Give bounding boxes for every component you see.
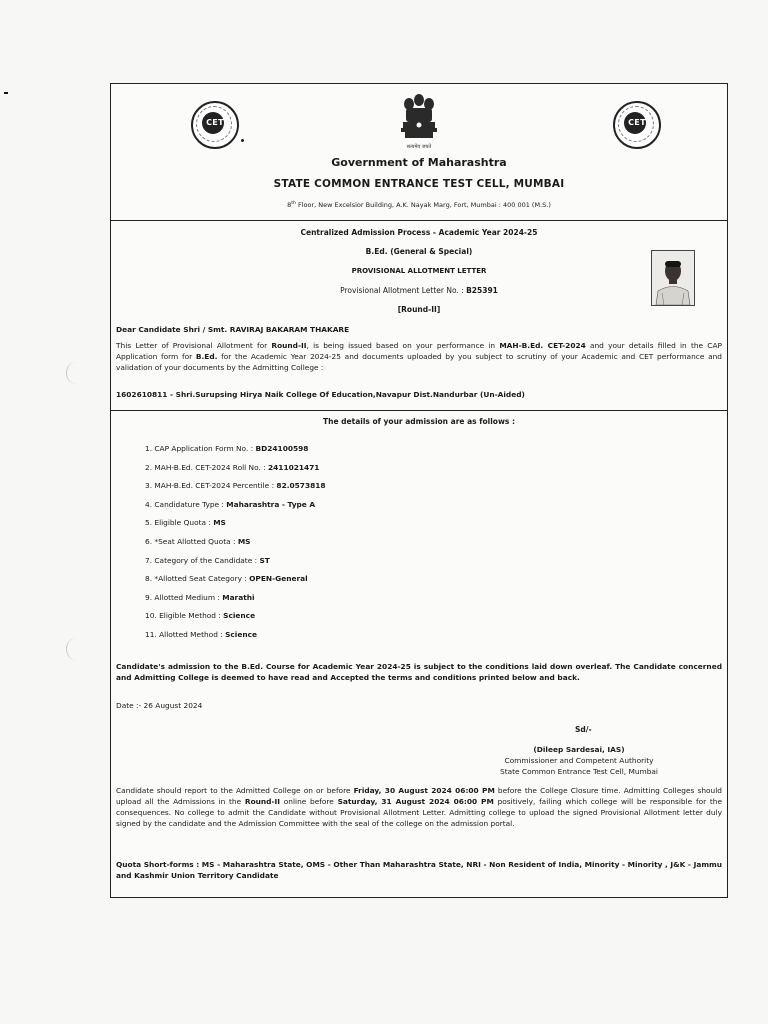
course-ref: B.Ed. — [195, 352, 218, 361]
header-divider — [111, 220, 727, 221]
punch-hole-mark — [66, 638, 85, 660]
admission-detail-item — [145, 537, 326, 556]
detail-value: 2411021471 — [268, 462, 320, 472]
salutation: Dear Candidate Shri / Smt. RAVIRAJ BAKARAM THAKARE — [116, 325, 350, 334]
cet-logo-left — [191, 101, 239, 149]
letter-date: Date :- 26 August 2024 — [116, 701, 203, 710]
para-text: for the Academic Year 2024-25 and documents uploaded by you subject to scrutiny of your Academic and CET performance and validation of your documents by the Admitting College : — [116, 352, 722, 372]
college-divider — [111, 410, 727, 411]
detail-label: 6. *Seat Allotted Quota : — [145, 536, 238, 546]
detail-label: 2. MAH-B.Ed. CET-2024 Roll No. : — [145, 462, 269, 472]
detail-label: 3. MAH-B.Ed. CET-2024 Percentile : — [145, 481, 277, 491]
cet-logo-right — [613, 101, 661, 149]
admission-detail-item — [145, 463, 326, 482]
admission-detail-item — [145, 611, 326, 630]
letter-number: B25391 — [466, 286, 498, 295]
person-photo-icon — [652, 251, 694, 305]
detail-value: ST — [259, 555, 270, 565]
course-title: B.Ed. (General & Special) — [365, 247, 473, 256]
round-label: [Round-II] — [397, 305, 441, 314]
allotment-letter — [110, 83, 728, 898]
detail-value: MS — [213, 518, 226, 528]
seal-text: CET — [628, 118, 646, 127]
detail-value: BD24100598 — [255, 444, 309, 453]
detail-label: 10. Eligible Method : — [145, 611, 224, 621]
address-text: Floor, New Excelsior Building, A.K. Nayak Marg, Fort, Mumbai : 400 001 (M.S.) — [295, 201, 551, 210]
round-ref: Round-II — [271, 341, 307, 350]
signature-mark: Sd/- — [575, 725, 592, 734]
conditions-notice: Candidate's admission to the B.Ed. Course for Academic Year 2024-25 is subject to the conditions laid down overleaf. The Candidate concerned and Admitting College is deemed to have read and Accepted the terms and conditions printed below and back. — [116, 662, 722, 682]
admission-detail-item — [145, 444, 326, 463]
admission-detail-item — [145, 556, 326, 575]
signatory-title: Commissioner and Competent Authority — [504, 756, 654, 765]
detail-label: 7. Category of the Candidate : — [145, 555, 260, 565]
detail-label: 5. Eligible Quota : — [145, 518, 214, 528]
detail-label: 9. Allotted Medium : — [145, 592, 223, 602]
detail-value: Marathi — [222, 592, 255, 602]
cet-cell-heading: STATE COMMON ENTRANCE TEST CELL, MUMBAI — [273, 178, 565, 190]
candidate-photo — [651, 250, 695, 306]
admission-detail-item — [145, 630, 326, 649]
signatory-org: State Common Entrance Test Cell, Mumbai — [500, 767, 658, 776]
address-superscript: th — [291, 201, 296, 206]
address-line — [111, 201, 727, 209]
admission-detail-item — [145, 574, 326, 593]
report-deadline: Friday, 30 August 2024 06:00 PM — [353, 786, 495, 795]
allotment-paragraph — [116, 340, 722, 373]
exam-ref: MAH-B.Ed. CET-2024 — [499, 341, 586, 350]
detail-label: 1. CAP Application Form No. : — [145, 444, 256, 453]
admission-detail-item — [145, 593, 326, 612]
admission-detail-item — [145, 481, 326, 500]
para-text: and your details filled in the CAP Application form for — [116, 341, 722, 361]
signatory-name: (Dileep Sardesai, IAS) — [533, 745, 625, 754]
detail-label: 4. Candidature Type : — [145, 499, 227, 509]
letter-type: PROVISIONAL ALLOTMENT LETTER — [351, 267, 487, 275]
detail-label: 8. *Allotted Seat Category : — [145, 574, 250, 584]
detail-label: 11. Allotted Method : — [145, 629, 226, 639]
round-ref: Round-II — [244, 797, 281, 806]
letter-number-label: Provisional Allotment Letter No. : — [340, 286, 467, 295]
para-text: , is being issued based on your performance in — [306, 341, 500, 350]
letter-number-line — [111, 286, 727, 295]
para-text: before the College Closure time. Admitting Colleges should upload all the Admissions in the — [116, 786, 722, 806]
national-emblem-icon — [395, 90, 443, 154]
punch-hole-mark — [66, 362, 85, 384]
process-title: Centralized Admission Process - Academic Year 2024-25 — [300, 228, 538, 237]
quota-short-forms: Quota Short-forms : MS - Maharashtra State, OMS - Other Than Maharashtra State, NRI - Non Resident of India, Minority - Minority , J&K - Jammu and Kashmir Union Territory Candidate — [116, 860, 722, 880]
detail-value: OPEN-General — [249, 574, 308, 584]
admission-detail-item — [145, 500, 326, 519]
detail-value: MS — [237, 536, 251, 546]
detail-value: Science — [225, 629, 257, 639]
allotted-college: 1602610811 - Shri.Surupsing Hirya Naik College Of Education,Navapur Dist.Nandurbar (Un-Aided) — [116, 390, 525, 399]
details-heading: The details of your admission are as follows : — [323, 417, 515, 426]
admission-details-list — [145, 444, 326, 649]
seal-text: CET — [206, 118, 224, 127]
signatory-block — [471, 744, 687, 777]
para-text: This Letter of Provisional Allotment for — [116, 341, 272, 350]
emblem-caption: सत्यमेव जयते — [406, 144, 432, 150]
para-text: positively, failing which college will be responsible for the consequences. No college to admit the Candidate without Provisional Allotment Letter. Admitting college to upload the signed Provisional Allotment letter duly signed by the candidate and the Admission Committee with the seal of the college on the admission portal. — [116, 797, 722, 828]
reporting-instructions — [116, 785, 722, 829]
page-edge-mark — [4, 92, 8, 94]
para-text: online before — [280, 797, 338, 806]
para-text: Candidate should report to the Admitted College on or before — [116, 786, 354, 795]
address-floor: 8 — [287, 201, 292, 210]
detail-value: Maharashtra - Type A — [226, 499, 316, 509]
stray-dot — [241, 139, 244, 142]
government-heading: Government of Maharashtra — [331, 156, 507, 169]
detail-value: Science — [223, 611, 256, 621]
admission-detail-item — [145, 518, 326, 537]
detail-value: 82.0573818 — [276, 481, 326, 491]
upload-deadline: Saturday, 31 August 2024 06:00 PM — [337, 797, 494, 806]
